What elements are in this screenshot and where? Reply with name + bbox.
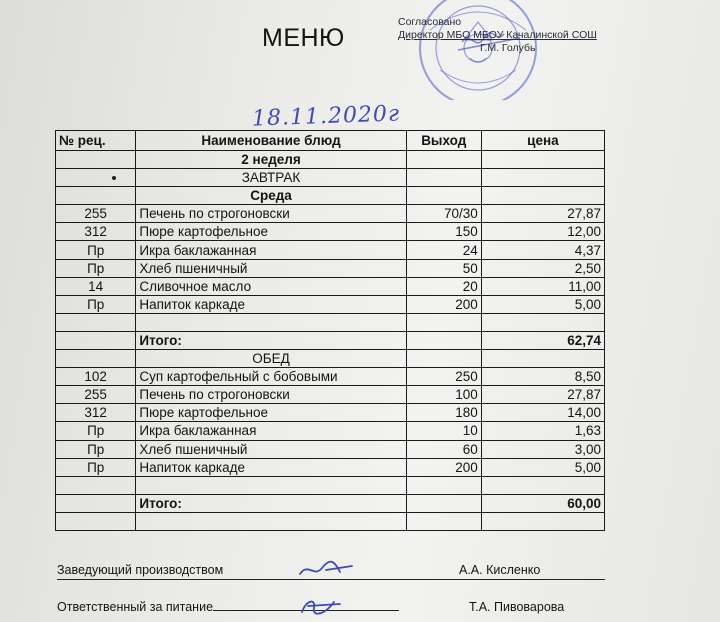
production-label: Заведующий производством	[57, 563, 224, 577]
column-header-price: цена	[481, 131, 604, 151]
empty-row	[56, 512, 605, 530]
dish-name: Пюре картофельное	[136, 404, 406, 422]
table-row	[56, 241, 605, 259]
dish-yield: 200	[406, 458, 481, 476]
dish-price: 5,00	[481, 458, 604, 476]
approval-director-name: Г.М. Голубь	[480, 42, 536, 54]
dish-name: Напиток каркаде	[136, 295, 406, 313]
dish-name: Пюре картофельное	[136, 223, 406, 241]
lunch-total-row	[56, 494, 605, 512]
dish-name: Хлеб пшеничный	[136, 440, 406, 458]
dish-yield: 20	[406, 277, 481, 295]
empty-row	[56, 313, 605, 331]
recipe-number: 312	[56, 223, 136, 241]
column-header-recipe: № рец.	[56, 131, 136, 151]
dish-yield: 60	[406, 440, 481, 458]
approval-position: Директор МБО МБОУ Качалинской СОШ	[398, 29, 597, 41]
recipe-number: 14	[56, 277, 136, 295]
total-label: Итого:	[136, 494, 406, 512]
table-row	[56, 205, 605, 223]
dish-yield: 180	[406, 404, 481, 422]
dish-name: Сливочное масло	[136, 277, 406, 295]
table-row	[56, 440, 605, 458]
recipe-number: Пр	[56, 259, 136, 277]
dish-price: 4,37	[481, 241, 604, 259]
day-row	[56, 187, 605, 205]
dish-yield: 100	[406, 386, 481, 404]
table-header-row	[56, 131, 605, 151]
dish-price: 14,00	[481, 404, 604, 422]
dish-price: 1,63	[481, 422, 604, 440]
breakfast-total-row	[56, 331, 605, 349]
dish-yield: 150	[406, 223, 481, 241]
recipe-number: Пр	[56, 422, 136, 440]
breakfast-total-value: 62,74	[481, 331, 604, 349]
approval-caption: Согласовано	[398, 16, 462, 28]
week-row	[56, 151, 605, 169]
dish-price: 2,50	[481, 259, 604, 277]
dish-price: 3,00	[481, 440, 604, 458]
dish-name: Икра баклажанная	[136, 241, 406, 259]
column-header-dish: Наименование блюд	[136, 131, 406, 151]
nutrition-signature-scrawl	[296, 592, 346, 618]
table-row	[56, 259, 605, 277]
dish-yield: 70/30	[406, 205, 481, 223]
production-signature-scrawl	[296, 556, 356, 582]
approval-block	[398, 16, 597, 55]
lunch-row	[56, 350, 605, 368]
production-name: А.А. Кисленко	[459, 563, 541, 577]
lunch-total-value: 60,00	[481, 494, 604, 512]
empty-row	[56, 476, 605, 494]
table-row	[56, 295, 605, 313]
recipe-number: 255	[56, 205, 136, 223]
recipe-number: Пр	[56, 295, 136, 313]
dish-price: 11,00	[481, 277, 604, 295]
table-row	[56, 422, 605, 440]
dish-price: 8,50	[481, 368, 604, 386]
table-row	[56, 458, 605, 476]
table-row	[56, 404, 605, 422]
recipe-number: 255	[56, 386, 136, 404]
nutrition-signature-line	[57, 600, 565, 614]
nutrition-name: Т.А. Пивоварова	[469, 600, 565, 614]
nutrition-label: Ответственный за питание	[57, 600, 214, 614]
breakfast-row	[56, 169, 605, 187]
recipe-number: Пр	[56, 440, 136, 458]
recipe-number: Пр	[56, 458, 136, 476]
dish-price: 12,00	[481, 223, 604, 241]
menu-table	[55, 130, 605, 531]
handwritten-date: 18.11.2020г	[251, 101, 401, 132]
dish-price: 5,00	[481, 295, 604, 313]
dish-name: Напиток каркаде	[136, 458, 406, 476]
dish-yield: 50	[406, 259, 481, 277]
dish-yield: 250	[406, 368, 481, 386]
table-row	[56, 223, 605, 241]
dish-name: Печень по строгоновски	[136, 205, 406, 223]
total-label: Итого:	[136, 331, 406, 349]
dish-price: 27,87	[481, 386, 604, 404]
table-row	[56, 386, 605, 404]
dish-yield: 200	[406, 295, 481, 313]
table-row	[56, 368, 605, 386]
dish-name: Хлеб пшеничный	[136, 259, 406, 277]
week-label: 2 неделя	[136, 151, 406, 169]
recipe-number: 312	[56, 404, 136, 422]
page-title: МЕНЮ	[262, 24, 345, 52]
dish-name: Суп картофельный с бобовыми	[136, 368, 406, 386]
dish-yield: 24	[406, 241, 481, 259]
dish-yield: 10	[406, 422, 481, 440]
column-header-yield: Выход	[406, 131, 481, 151]
recipe-number: Пр	[56, 241, 136, 259]
recipe-number: 102	[56, 368, 136, 386]
breakfast-label: ЗАВТРАК	[136, 169, 406, 187]
dish-name: Икра баклажанная	[136, 422, 406, 440]
lunch-label: ОБЕД	[136, 350, 406, 368]
dish-name: Печень по строгоновски	[136, 386, 406, 404]
dish-price: 27,87	[481, 205, 604, 223]
day-label: Среда	[136, 187, 406, 205]
table-row	[56, 277, 605, 295]
